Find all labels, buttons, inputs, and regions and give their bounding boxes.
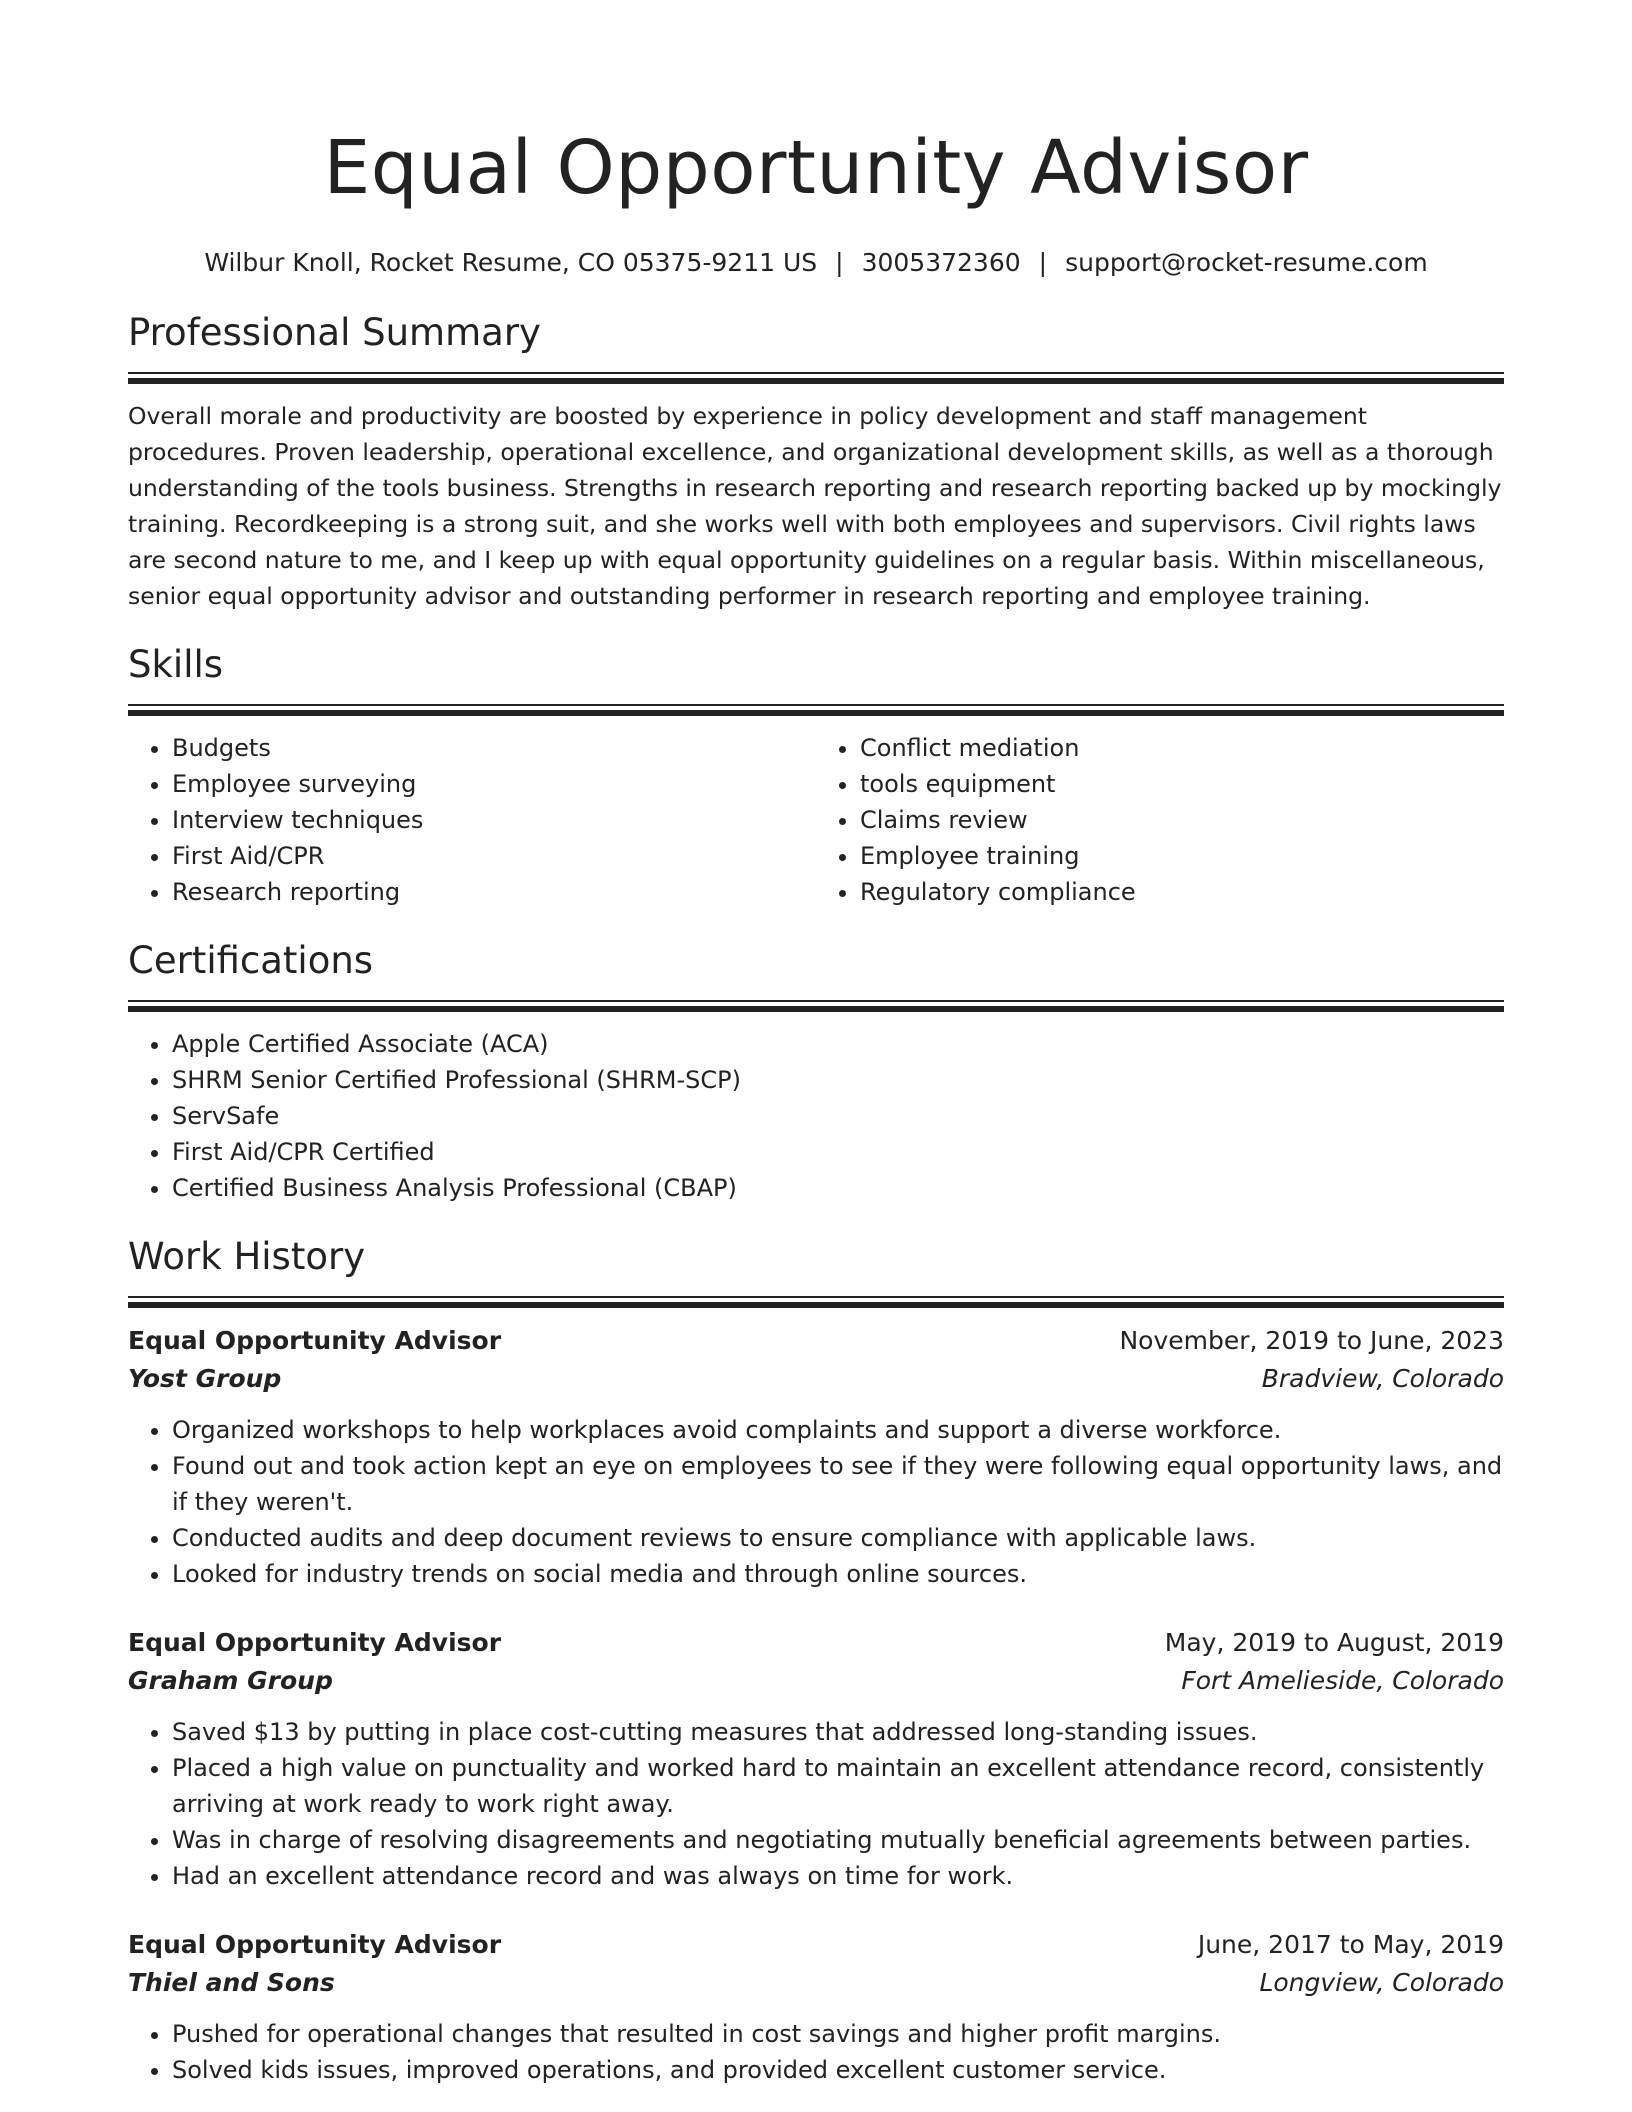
job-bullet: • Saved $13 by putting in place cost-cutting measures that addressed long-standing issues. bbox=[172, 1714, 1504, 1750]
section-heading-work-history: Work History bbox=[128, 1235, 366, 1278]
certification-item: • First Aid/CPR Certified bbox=[172, 1134, 1504, 1170]
skills-section bbox=[128, 640, 1504, 910]
job-entry bbox=[128, 1322, 1504, 1592]
skill-item: • Conflict mediation bbox=[860, 730, 1504, 766]
certifications-list bbox=[128, 1026, 1504, 1206]
job-bullet: • Was in charge of resolving disagreements and negotiating mutually beneficial agreements between parties. bbox=[172, 1822, 1504, 1858]
section-divider bbox=[128, 1000, 1504, 1012]
contact-address: Wilbur Knoll, Rocket Resume, CO 05375-9211 US bbox=[204, 248, 818, 277]
job-bullet: • Organized workshops to help workplaces avoid complaints and support a diverse workforce. bbox=[172, 1412, 1504, 1448]
job-title: Equal Opportunity Advisor bbox=[128, 1930, 502, 1959]
resume-title: Equal Opportunity Advisor bbox=[323, 125, 1309, 211]
certifications-section bbox=[128, 936, 1504, 1206]
job-bullet: • Conducted audits and deep document reviews to ensure compliance with applicable laws. bbox=[172, 1520, 1504, 1556]
certification-item: • ServSafe bbox=[172, 1098, 1504, 1134]
skills-grid bbox=[128, 730, 1504, 910]
skill-item: • Employee surveying bbox=[172, 766, 816, 802]
job-title: Equal Opportunity Advisor bbox=[128, 1326, 502, 1355]
certification-item: • SHRM Senior Certified Professional (SHRM-SCP) bbox=[172, 1062, 1504, 1098]
job-entry bbox=[128, 1624, 1504, 1894]
job-company: Thiel and Sons bbox=[128, 1968, 335, 1997]
skill-item: • Claims review bbox=[860, 802, 1504, 838]
contact-separator: | bbox=[835, 248, 844, 277]
skills-list-left bbox=[128, 730, 816, 910]
job-bullets bbox=[128, 1412, 1504, 1592]
certification-item: • Apple Certified Associate (ACA) bbox=[172, 1026, 1504, 1062]
contact-line bbox=[128, 246, 1504, 280]
certification-item: • Certified Business Analysis Professional (CBAP) bbox=[172, 1170, 1504, 1206]
job-bullet: • Solved kids issues, improved operations, and provided excellent customer service. bbox=[172, 2052, 1504, 2088]
summary-text: Overall morale and productivity are boosted by experience in policy development and staff management procedures. Proven leadership, operational excellence, and organizational development skills, as well as a thorough understanding of the tools business. Strengths in research reporting and research reporting backed up by mockingly training. Recordkeeping is a strong suit, and she works well with both employees and supervisors. Civil rights laws are second nature to me, and I keep up with equal opportunity guidelines on a regular basis. Within miscellaneous, senior equal opportunity advisor and outstanding performer in research reporting and employee training. bbox=[128, 402, 1502, 610]
job-company: Yost Group bbox=[128, 1364, 282, 1393]
section-divider bbox=[128, 372, 1504, 384]
job-bullets bbox=[128, 2016, 1504, 2088]
job-header-row bbox=[128, 1624, 1504, 1662]
contact-email: support@rocket-resume.com bbox=[1065, 248, 1428, 277]
skill-item: • First Aid/CPR bbox=[172, 838, 816, 874]
job-dates: May, 2019 to August, 2019 bbox=[1164, 1628, 1504, 1657]
job-bullet: • Pushed for operational changes that resulted in cost savings and higher profit margins. bbox=[172, 2016, 1504, 2052]
job-bullets bbox=[128, 1714, 1504, 1894]
job-title: Equal Opportunity Advisor bbox=[128, 1628, 502, 1657]
job-header-row bbox=[128, 1926, 1504, 1964]
job-subheader-row bbox=[128, 1662, 1504, 1700]
section-divider bbox=[128, 704, 1504, 716]
job-header-row bbox=[128, 1322, 1504, 1360]
skill-item: • Budgets bbox=[172, 730, 816, 766]
job-company: Graham Group bbox=[128, 1666, 333, 1695]
professional-summary-section bbox=[128, 308, 1504, 614]
section-heading-certifications: Certifications bbox=[128, 939, 374, 982]
skill-item: • Regulatory compliance bbox=[860, 874, 1504, 910]
section-divider bbox=[128, 1296, 1504, 1308]
section-heading-summary: Professional Summary bbox=[128, 311, 541, 354]
job-entry bbox=[128, 1926, 1504, 2088]
job-dates: November, 2019 to June, 2023 bbox=[1119, 1326, 1504, 1355]
job-bullet: • Looked for industry trends on social media and through online sources. bbox=[172, 1556, 1504, 1592]
job-bullet: • Found out and took action kept an eye on employees to see if they were following equal opportunity laws, and if they weren't. bbox=[172, 1448, 1504, 1520]
job-subheader-row bbox=[128, 1360, 1504, 1398]
section-heading-skills: Skills bbox=[128, 643, 224, 686]
skills-list-right bbox=[816, 730, 1504, 910]
skill-item: • tools equipment bbox=[860, 766, 1504, 802]
job-location: Longview, Colorado bbox=[1259, 1968, 1504, 1997]
job-bullet: • Had an excellent attendance record and was always on time for work. bbox=[172, 1858, 1504, 1894]
job-bullet: • Placed a high value on punctuality and worked hard to maintain an excellent attendance record, consistently arriving at work ready to work right away. bbox=[172, 1750, 1504, 1822]
skill-item: • Research reporting bbox=[172, 874, 816, 910]
job-subheader-row bbox=[128, 1964, 1504, 2002]
work-history-section bbox=[128, 1232, 1504, 2088]
job-location: Fort Amelieside, Colorado bbox=[1181, 1666, 1504, 1695]
skill-item: • Interview techniques bbox=[172, 802, 816, 838]
contact-separator: | bbox=[1038, 248, 1048, 277]
contact-phone: 3005372360 bbox=[861, 248, 1021, 277]
job-location: Bradview, Colorado bbox=[1261, 1364, 1504, 1393]
job-dates: June, 2017 to May, 2019 bbox=[1197, 1930, 1504, 1959]
skill-item: • Employee training bbox=[860, 838, 1504, 874]
